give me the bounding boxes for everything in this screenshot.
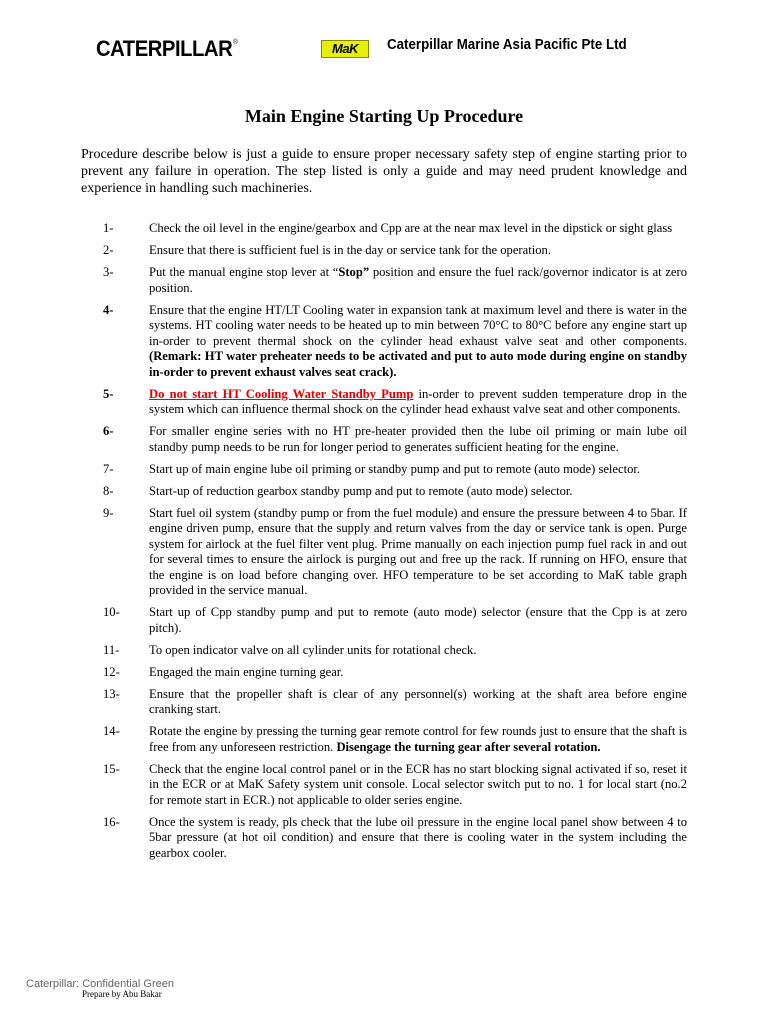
step-item	[0, 762, 768, 809]
step-text-emphasis: Disengage the turning gear after several rotation.	[336, 739, 601, 754]
step-text: Engaged the main engine turning gear.	[149, 664, 344, 679]
step-text	[149, 387, 687, 418]
step-item	[0, 724, 768, 755]
step-number: 10-	[103, 605, 120, 619]
step-item	[0, 815, 768, 862]
step-item	[0, 221, 768, 237]
step-item	[0, 484, 768, 500]
step-item	[0, 506, 768, 599]
step-text: Check that the engine local control panel or in the ECR has no start blocking signal activated if so, reset it in the ECR or at MaK Safety system unit console. Local selector switch put to no. 1 for local start (no.2 for remote start in ECR.) not applicable to older series engine.	[149, 761, 687, 807]
step-number: 9-	[103, 505, 114, 520]
step-number: 8-	[103, 483, 114, 498]
caterpillar-logo	[96, 36, 237, 62]
step-text: For smaller engine series with no HT pre-heater provided then the lube oil priming or main lube oil standby pump needs to be run for longer period to generates sufficient heating for the engine.	[149, 424, 687, 454]
step-text	[149, 724, 687, 755]
step-text-emphasis: Stop”	[338, 265, 370, 279]
step-number: 7-	[103, 461, 114, 476]
step-text: Start up of Cpp standby pump and put to remote (auto mode) selector (ensure that the Cpp is at zero pitch).	[149, 605, 687, 635]
author-label: Prepare by Abu Bakar	[82, 989, 162, 999]
caterpillar-logo-text: CATERPILLAR	[96, 36, 233, 61]
mak-logo: MaK	[321, 40, 369, 58]
classification-label: Caterpillar: Confidential Green	[26, 978, 174, 990]
document-title: Main Engine Starting Up Procedure	[244, 106, 524, 126]
procedure-steps	[0, 221, 768, 868]
trademark-symbol: ®	[233, 39, 238, 46]
step-item	[0, 665, 768, 681]
step-number: 6-	[103, 424, 114, 438]
step-number: 16-	[103, 814, 120, 829]
step-item	[0, 243, 768, 259]
step-item	[0, 303, 768, 381]
step-number: 3-	[103, 265, 114, 279]
intro-paragraph: Procedure describe below is just a guide to ensure proper necessary safety step of engine starting prior to prevent any failure in operation. The step listed is only a guide and may need prudent knowledge and experience in handling such machineries.	[81, 147, 687, 196]
step-item	[0, 687, 768, 718]
step-text	[149, 303, 687, 381]
step-text-part: in-order to prevent sudden temperature drop in the system which can influence thermal shock on the cylinder head exhaust valve seat and other components.	[149, 386, 687, 416]
step-text: Check the oil level in the engine/gearbox and Cpp are at the near max level in the dipstick or sight glass	[149, 221, 673, 235]
step-text: Start up of main engine lube oil priming or standby pump and put to remote (auto mode) selector.	[149, 461, 641, 476]
step-text-part: position and ensure the fuel rack/governor indicator is at zero position.	[149, 265, 688, 295]
step-number: 1-	[103, 221, 114, 235]
step-text-part: Put the manual engine stop lever at “	[149, 265, 339, 279]
step-number: 14-	[103, 724, 120, 738]
step-text: Start fuel oil system (standby pump or from the fuel module) and ensure the pressure between 4 to 5bar. If engine driven pump, ensure that the supply and return valves from the day or service tank is open. Purge system for airlock at the fuel filter vent plug. Prime manually on each injection pump fuel rack in and out for several times to ensure the airlock is purging out and free up the rack. If running on HFO, ensure that the engine is on load before changing over. HFO temperature to be set according to MaK table graph provided in the service manual.	[149, 505, 687, 597]
step-text-part: Rotate the engine by pressing the turning gear remote control for few rounds just to ensure that the shaft is free from any unforeseen restriction.	[149, 724, 687, 754]
step-text	[149, 265, 687, 296]
step-number: 11-	[103, 642, 120, 657]
page-header	[0, 30, 768, 70]
step-text: Once the system is ready, pls check that the lube oil pressure in the engine local panel show between 4 to 5bar pressure (at hot oil condition) and ensure that there is cooling water in the system including the gearbox cooler.	[149, 814, 687, 860]
step-item	[0, 424, 768, 455]
step-item	[0, 643, 768, 659]
step-text: To open indicator valve on all cylinder units for rotational check.	[149, 642, 477, 657]
step-warning: Do not start HT Cooling Water Standby Pump	[149, 386, 414, 401]
step-text: Ensure that the propeller shaft is clear of any personnel(s) working at the shaft area before engine cranking start.	[149, 686, 687, 716]
step-number: 12-	[103, 664, 120, 679]
step-text: Ensure that there is sufficient fuel is in the day or service tank for the operation.	[149, 243, 551, 257]
step-number: 2-	[103, 243, 114, 257]
step-item	[0, 265, 768, 296]
step-item	[0, 462, 768, 478]
step-number: 13-	[103, 686, 120, 701]
step-remark: (Remark: HT water preheater needs to be activated and put to auto mode during engine on standby in-order to prevent exhaust valves seat crack).	[149, 349, 687, 379]
step-text: Start-up of reduction gearbox standby pump and put to remote (auto mode) selector.	[149, 483, 573, 498]
step-item	[0, 387, 768, 418]
step-item	[0, 605, 768, 636]
step-number: 5-	[103, 386, 114, 401]
step-text-part: Ensure that the engine HT/LT Cooling water in expansion tank at maximum level and there is water in the systems. HT cooling water needs to be heated up to min between 70°C to 80°C before any engine start up in-order to prevent thermal shock on the cylinder head exhaust valve seat and other components.	[149, 302, 687, 348]
company-name: Caterpillar Marine Asia Pacific Pte Ltd	[387, 37, 627, 53]
step-number: 15-	[103, 761, 120, 776]
step-number: 4-	[103, 302, 114, 317]
